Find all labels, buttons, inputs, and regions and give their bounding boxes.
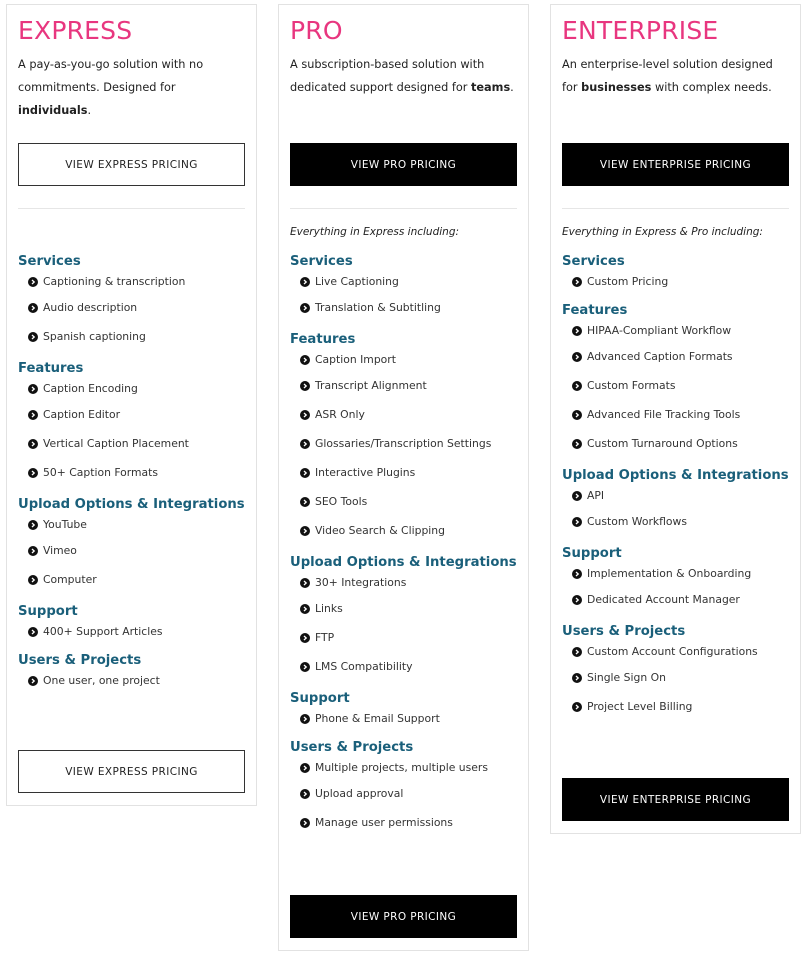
section-title: Upload Options & Integrations <box>562 468 789 483</box>
view-enterprise-pricing-button[interactable]: VIEW ENTERPRISE PRICING <box>562 143 789 186</box>
feature-item <box>290 348 517 371</box>
feature-item <box>562 507 789 536</box>
section-title: Users & Projects <box>18 653 142 668</box>
feature-item <box>18 458 245 487</box>
feature-list <box>18 270 245 351</box>
feature-item-label: Computer <box>43 573 97 586</box>
feature-item <box>18 536 245 565</box>
feature-item <box>562 585 789 614</box>
feature-item-label: Advanced Caption Formats <box>587 350 733 363</box>
feature-item <box>290 371 517 400</box>
feature-item <box>18 270 245 293</box>
feature-item-label: Single Sign On <box>587 671 666 684</box>
feature-item-label: Phone & Email Support <box>315 712 440 725</box>
chevron-circle-right-icon <box>28 627 38 637</box>
section-title: Support <box>18 604 78 619</box>
feature-section <box>290 555 517 681</box>
chevron-circle-right-icon <box>572 647 582 657</box>
feature-item <box>18 429 245 458</box>
chevron-circle-right-icon <box>28 676 38 686</box>
pricing-card-pro <box>278 4 529 951</box>
feature-item-label: Custom Turnaround Options <box>587 437 738 450</box>
feature-item-label: Glossaries/Transcription Settings <box>315 437 492 450</box>
plan-title: EXPRESS <box>18 16 133 45</box>
section-title: Upload Options & Integrations <box>18 497 245 512</box>
chevron-circle-right-icon <box>300 526 310 536</box>
feature-item <box>290 652 517 681</box>
chevron-circle-right-icon <box>300 355 310 365</box>
feature-item <box>562 342 789 371</box>
feature-item-label: Dedicated Account Manager <box>587 593 740 606</box>
chevron-circle-right-icon <box>300 763 310 773</box>
feature-item-label: Transcript Alignment <box>315 379 427 392</box>
feature-section <box>562 468 789 536</box>
chevron-circle-right-icon <box>28 303 38 313</box>
section-title: Users & Projects <box>290 740 414 755</box>
plan-intro: Everything in Express & Pro including: <box>562 226 763 238</box>
feature-section <box>290 254 517 322</box>
feature-item-label: Custom Formats <box>587 379 676 392</box>
feature-item-label: Live Captioning <box>315 275 399 288</box>
chevron-circle-right-icon <box>572 517 582 527</box>
chevron-circle-right-icon <box>300 714 310 724</box>
pricing-card-express <box>6 4 257 806</box>
feature-item <box>18 565 245 594</box>
chevron-circle-right-icon <box>300 633 310 643</box>
chevron-circle-right-icon <box>572 595 582 605</box>
chevron-circle-right-icon <box>572 491 582 501</box>
chevron-circle-right-icon <box>572 277 582 287</box>
section-title: Upload Options & Integrations <box>290 555 517 570</box>
chevron-circle-right-icon <box>28 575 38 585</box>
feature-section <box>18 497 245 594</box>
plan-description-text: An enterprise-level solution designed for <box>562 58 773 94</box>
section-title: Features <box>290 332 356 347</box>
plan-description <box>562 53 789 123</box>
chevron-circle-right-icon <box>28 468 38 478</box>
chevron-circle-right-icon <box>28 546 38 556</box>
feature-item-label: Captioning & transcription <box>43 275 186 288</box>
chevron-circle-right-icon <box>300 604 310 614</box>
feature-item-label: LMS Compatibility <box>315 660 413 673</box>
plan-description-text: A pay-as-you-go solution with no commitments. Designed for <box>18 58 204 94</box>
feature-item <box>18 620 245 643</box>
feature-item-label: API <box>587 489 605 502</box>
feature-section <box>18 254 245 351</box>
chevron-circle-right-icon <box>300 818 310 828</box>
plan-audience: businesses <box>581 81 652 94</box>
chevron-circle-right-icon <box>300 662 310 672</box>
feature-list <box>562 562 789 614</box>
plan-description-end: with complex needs. <box>651 81 772 94</box>
section-title: Users & Projects <box>562 624 686 639</box>
feature-item-label: 400+ Support Articles <box>43 625 163 638</box>
plan-title: ENTERPRISE <box>562 16 719 45</box>
feature-section <box>562 624 789 721</box>
feature-list <box>290 270 517 322</box>
chevron-circle-right-icon <box>572 673 582 683</box>
feature-item-label: One user, one project <box>43 674 160 687</box>
chevron-circle-right-icon <box>28 439 38 449</box>
feature-item <box>290 707 517 730</box>
feature-item <box>18 322 245 351</box>
feature-item-label: Vertical Caption Placement <box>43 437 189 450</box>
divider <box>562 208 789 209</box>
feature-section <box>290 691 517 730</box>
feature-list <box>18 669 245 692</box>
plan-title: PRO <box>290 16 343 45</box>
feature-item <box>290 623 517 652</box>
chevron-circle-right-icon <box>572 569 582 579</box>
feature-item-label: Links <box>315 602 343 615</box>
chevron-circle-right-icon <box>300 439 310 449</box>
feature-item-label: 50+ Caption Formats <box>43 466 159 479</box>
feature-item <box>562 663 789 692</box>
feature-item-label: Video Search & Clipping <box>315 524 446 537</box>
chevron-circle-right-icon <box>28 520 38 530</box>
view-pro-pricing-button-bottom[interactable]: VIEW PRO PRICING <box>290 895 517 938</box>
chevron-circle-right-icon <box>300 277 310 287</box>
feature-item <box>18 293 245 322</box>
chevron-circle-right-icon <box>28 332 38 342</box>
view-enterprise-pricing-button-bottom[interactable]: VIEW ENTERPRISE PRICING <box>562 778 789 821</box>
chevron-circle-right-icon <box>300 303 310 313</box>
feature-item-label: FTP <box>315 631 335 644</box>
feature-item <box>290 458 517 487</box>
feature-list <box>18 620 245 643</box>
feature-item <box>290 779 517 808</box>
section-title: Support <box>562 546 622 561</box>
feature-list <box>18 513 245 594</box>
feature-section <box>18 653 245 692</box>
feature-item-label: Translation & Subtitling <box>315 301 441 314</box>
feature-item <box>290 516 517 545</box>
feature-item-label: Upload approval <box>315 787 404 800</box>
feature-item-label: Vimeo <box>43 544 77 557</box>
plan-description <box>18 53 245 123</box>
feature-item-label: HIPAA-Compliant Workflow <box>587 324 732 337</box>
view-express-pricing-button[interactable]: VIEW EXPRESS PRICING <box>18 143 245 186</box>
plan-description-end: . <box>510 81 514 94</box>
chevron-circle-right-icon <box>572 381 582 391</box>
feature-item <box>290 571 517 594</box>
divider <box>290 208 517 209</box>
feature-item <box>562 692 789 721</box>
feature-list <box>290 756 517 837</box>
feature-list <box>562 640 789 721</box>
feature-item-label: YouTube <box>43 518 87 531</box>
chevron-circle-right-icon <box>572 439 582 449</box>
feature-section <box>290 740 517 837</box>
feature-item <box>290 400 517 429</box>
divider <box>18 208 245 209</box>
feature-item <box>18 377 245 400</box>
feature-list <box>290 348 517 545</box>
feature-list <box>290 571 517 681</box>
feature-section <box>18 604 245 643</box>
section-title: Services <box>290 254 353 269</box>
feature-item <box>18 669 245 692</box>
chevron-circle-right-icon <box>572 410 582 420</box>
feature-list <box>290 707 517 730</box>
feature-item-label: Multiple projects, multiple users <box>315 761 488 774</box>
chevron-circle-right-icon <box>300 497 310 507</box>
plan-description-end: . <box>87 104 92 117</box>
feature-item <box>18 400 245 429</box>
section-title: Features <box>562 303 628 318</box>
plan-audience: individuals <box>18 104 88 117</box>
section-title: Support <box>290 691 350 706</box>
feature-item-label: Caption Import <box>315 353 396 366</box>
feature-item <box>290 270 517 293</box>
feature-item <box>290 487 517 516</box>
feature-item <box>562 270 789 293</box>
feature-item <box>290 594 517 623</box>
chevron-circle-right-icon <box>572 352 582 362</box>
feature-item-label: Caption Encoding <box>43 382 138 395</box>
feature-list <box>18 377 245 487</box>
feature-section <box>18 361 245 487</box>
feature-section <box>290 332 517 545</box>
chevron-circle-right-icon <box>300 381 310 391</box>
feature-item-label: Custom Workflows <box>587 515 687 528</box>
pricing-card-enterprise <box>550 4 801 834</box>
feature-item <box>562 484 789 507</box>
section-title: Features <box>18 361 84 376</box>
chevron-circle-right-icon <box>28 410 38 420</box>
feature-item <box>562 371 789 400</box>
chevron-circle-right-icon <box>300 789 310 799</box>
view-express-pricing-button-bottom[interactable]: VIEW EXPRESS PRICING <box>18 750 245 793</box>
feature-section <box>562 546 789 614</box>
feature-item <box>290 756 517 779</box>
feature-list <box>562 484 789 536</box>
feature-item <box>562 400 789 429</box>
feature-item-label: Manage user permissions <box>315 816 453 829</box>
plan-intro: Everything in Express including: <box>290 226 460 238</box>
chevron-circle-right-icon <box>28 277 38 287</box>
chevron-circle-right-icon <box>572 702 582 712</box>
feature-item-label: Caption Editor <box>43 408 121 421</box>
feature-item <box>290 429 517 458</box>
chevron-circle-right-icon <box>300 410 310 420</box>
feature-item-label: Spanish captioning <box>43 330 146 343</box>
feature-item <box>562 319 789 342</box>
feature-item-label: SEO Tools <box>315 495 368 508</box>
feature-item-label: Advanced File Tracking Tools <box>587 408 741 421</box>
section-title: Services <box>562 254 625 269</box>
feature-item-label: Audio description <box>43 301 138 314</box>
plan-audience: teams <box>470 81 511 94</box>
feature-list <box>562 319 789 458</box>
feature-section <box>562 254 789 293</box>
feature-item-label: ASR Only <box>315 408 365 421</box>
chevron-circle-right-icon <box>28 384 38 394</box>
feature-item <box>18 513 245 536</box>
plan-description-text: A subscription-based solution with dedicated support designed for <box>290 58 485 94</box>
feature-item-label: Project Level Billing <box>587 700 693 713</box>
feature-item <box>290 293 517 322</box>
feature-item-label: 30+ Integrations <box>315 576 407 589</box>
plan-description <box>290 53 517 123</box>
feature-item-label: Custom Pricing <box>587 275 669 288</box>
feature-list <box>562 270 789 293</box>
view-pro-pricing-button[interactable]: VIEW PRO PRICING <box>290 143 517 186</box>
section-title: Services <box>18 254 81 269</box>
feature-item <box>562 640 789 663</box>
feature-item <box>562 429 789 458</box>
feature-section <box>562 303 789 458</box>
feature-item-label: Implementation & Onboarding <box>587 567 752 580</box>
feature-item <box>290 808 517 837</box>
chevron-circle-right-icon <box>300 468 310 478</box>
feature-item <box>562 562 789 585</box>
feature-item-label: Interactive Plugins <box>315 466 416 479</box>
chevron-circle-right-icon <box>572 326 582 336</box>
chevron-circle-right-icon <box>300 578 310 588</box>
feature-item-label: Custom Account Configurations <box>587 645 758 658</box>
